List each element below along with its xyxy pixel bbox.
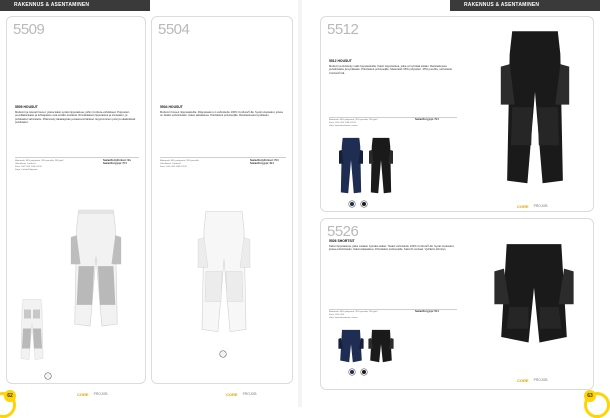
product-number: 5526 — [327, 223, 359, 240]
divider — [160, 157, 286, 158]
product-specs: Materiaali: 65% polyesteri, 35% puuvilla, 280 g/m² Vahvikkeet: Cordura® Koot: C44–C64, D96–D124 Sarja: Cotton/Polyester — [15, 160, 64, 171]
product-specs: Materiaali: 65% polyesteri, 35% puuvilla, 250 g/m² Koot: C44–C64, D96–D124 Värit: laivastonsininen, musta — [329, 119, 378, 127]
product-sizes: Saatavilla tyyppi: 59 € — [415, 311, 439, 313]
left-page — [0, 0, 298, 407]
product-subtitle: 5526 SHORTSIT — [329, 239, 355, 243]
product-number: 5509 — [13, 21, 45, 38]
product-description: Kaksi riipputaskua, jotka voidaan työntää sisään. Taskut vahvistettu 100% Cordura®-llä. Syvät sivutaskut, joissa puhelintasku. Kaksi takataskua. Polvitaskut polvisuojille. Kaksi D-renkaat. Vyötärön kiinnitys. — [329, 245, 455, 252]
projob-logo: PROJOB — [242, 392, 257, 396]
core-logo: CORE — [77, 391, 89, 397]
core-logo: CORE — [226, 391, 238, 397]
page-number-right: 63 — [584, 390, 596, 402]
right-header-bar — [450, 0, 600, 11]
product-sizes: Saatavilla tyyppi: 79 € — [415, 119, 439, 121]
projob-logo: PROJOB — [533, 204, 548, 208]
product-sizes: Saatavilla kyltti-/koot: 79 € Saatavilla tyyppi: 49 € — [250, 160, 279, 165]
product-description: Modernit housut riipputaskuilla. Riipputaskut on vahvistettu 100% Cordura®-llä. Syvät sivutaskut, joissa on lisäksi puhelintasku. Kaksi takataskua. Polvitaskut polvisuojille. Reisitaskussa kynätasku. — [160, 111, 283, 118]
shorts-image-5526-navy — [337, 329, 365, 365]
projob-logo: PROJOB — [533, 378, 548, 382]
logo-bar — [77, 389, 108, 399]
product-subtitle: 5512 HOUSUT — [329, 59, 352, 63]
logo-bar — [517, 201, 548, 211]
color-swatch-navy[interactable] — [349, 369, 355, 375]
logo-bar — [517, 375, 548, 385]
pant-image-5512-navy — [337, 137, 365, 197]
left-header-title: RAKENNUS & ASENTAMINEN — [14, 2, 90, 8]
product-subtitle: 5509 HOUSUT — [15, 105, 38, 109]
divider — [329, 309, 457, 310]
page-number-left: 62 — [4, 390, 16, 402]
product-card-5504[interactable] — [151, 16, 293, 397]
pant-image-5504 — [194, 207, 254, 342]
projob-logo: PROJOB — [93, 392, 108, 396]
pant-image-5509-main — [67, 207, 125, 335]
product-number: 5504 — [158, 21, 190, 38]
product-card-5526[interactable] — [320, 218, 594, 390]
shorts-image-5526-black-main — [493, 241, 575, 351]
pant-image-5512-black-main — [497, 27, 573, 195]
divider — [329, 117, 457, 118]
product-card-5512[interactable] — [320, 16, 594, 212]
color-swatch-navy[interactable] — [349, 201, 355, 207]
product-specs: Materiaali: 65% polyesteri, 35% puuvilla Vahvikkeet: Cordura® Koot: C44–C64, D96–D124 — [160, 160, 199, 168]
color-swatch-black[interactable] — [361, 201, 367, 207]
shorts-image-5526-black-small — [367, 329, 395, 365]
color-swatch-white[interactable] — [220, 351, 226, 357]
color-swatch-black[interactable] — [361, 369, 367, 375]
logo-bar — [226, 389, 257, 399]
divider — [15, 157, 139, 158]
right-header-title: RAKENNUS & ASENTAMINEN — [464, 2, 540, 8]
product-specs: Materiaali: 65% polyesteri, 35% puuvilla, 250 g/m² Koot: C44–C64 Värit: laivastonsininen, musta — [329, 311, 378, 319]
core-logo: CORE — [517, 377, 529, 383]
core-logo: CORE — [517, 203, 529, 209]
left-header-bar — [0, 0, 150, 11]
color-swatch-white[interactable] — [45, 373, 51, 379]
product-sizes: Saatavilla kyltti-/koot: 32+ Saatavilla tyyppi: 75 € — [103, 160, 132, 165]
product-number: 5512 — [327, 21, 359, 38]
product-subtitle: 5504 HOUSUT — [160, 105, 183, 109]
pant-image-5509-back — [17, 297, 47, 365]
product-description: Moderni ja tiivistetty malli riipputaskuilla. Kaksi riipputaskua, jotka voi työntää sisään. Reisitaskussa puhelintasku ja kynätasku. Polvitaskut polvisuojille. Materiaali: 65% polyesteri, 35% puuvilla, vahvistettu Cordura®-llä. — [329, 65, 453, 75]
right-page — [302, 0, 600, 407]
pant-image-5512-black-small — [367, 137, 395, 197]
product-description: Modernit ja istuvat housut, joissa kaksi syvää riipputaskua, joihin Cordura-vahvikkeet. Polyesteri-puuvillakankaan ja tuhkapaisto ovat erittäin kestäviä. Rinnakkaiset riipputaskut ja sivutaskut, ja polvitaskut vahvistettu. Pidennetty takakappale ja kaarevat lahkeet. Ergonominen polvi ja säädettävät polvitaskut. — [15, 111, 136, 125]
